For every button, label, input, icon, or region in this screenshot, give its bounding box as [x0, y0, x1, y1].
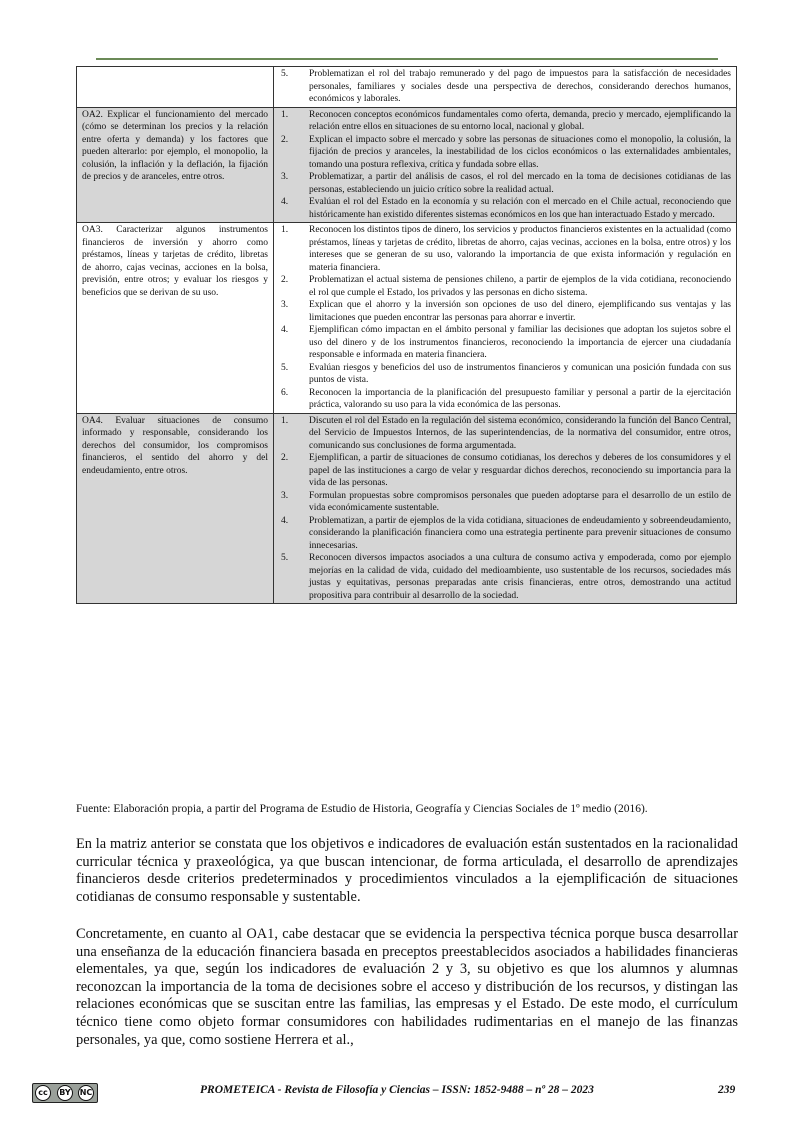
indicators-cell — [274, 223, 737, 414]
indicator-item — [279, 387, 731, 412]
by-attribution-icon: BY — [57, 1085, 73, 1101]
indicator-number: 1. — [281, 225, 289, 235]
indicator-item — [279, 134, 731, 172]
cc-icon: cc — [35, 1085, 51, 1101]
indicator-item — [279, 552, 731, 602]
indicator-number: 3. — [281, 300, 289, 310]
indicator-list — [279, 415, 731, 603]
indicator-number: 3. — [281, 172, 289, 182]
page-number: 239 — [718, 1084, 736, 1096]
indicator-item — [279, 452, 731, 490]
indicator-text: Ejemplifican, a partir de situaciones de consumo cotidianas, los derechos y deberes de los consumidores y el papel de las instituciones a cargo de velar y resguardar dichos derechos, reconociendo su importancia para la vida de las personas. — [309, 453, 731, 488]
indicator-number: 5. — [281, 362, 289, 373]
indicator-number: 1. — [281, 415, 289, 426]
indicator-number: 5. — [281, 69, 289, 79]
indicators-cell — [274, 67, 737, 108]
indicator-number: 4. — [281, 325, 289, 335]
header-rule — [96, 58, 718, 60]
indicator-text: Reconocen conceptos económicos fundamentales como oferta, demanda, precio y mercado, ejemplificando la relación entre ellos en situaciones de su entorno local, nacional y global. — [309, 109, 731, 132]
indicator-item — [279, 324, 731, 362]
indicator-item — [279, 515, 731, 553]
indicator-number: 4. — [281, 515, 289, 526]
objectives-table — [76, 66, 737, 604]
indicator-list — [279, 68, 731, 106]
indicator-item — [279, 299, 731, 324]
indicator-text: Evalúan riesgos y beneficios del uso de instrumentos financieros y comunican una posición fundada con sus puntos de vista. — [309, 362, 731, 385]
indicator-item — [279, 68, 731, 106]
indicator-item — [279, 196, 731, 221]
objective-cell: OA3. Caracterizar algunos instrumentos financieros de inversión y ahorro como préstamos, líneas y tarjetas de crédito, libretas de ahorro, cajas vecinas, acciones en la bolsa, previsión, entre otros; y evaluar los riesgos y beneficios que se derivan de su uso. — [77, 223, 274, 414]
indicator-item — [279, 109, 731, 134]
page-footer — [0, 1080, 793, 1106]
table-row — [77, 413, 737, 604]
indicator-number: 5. — [281, 553, 289, 563]
indicator-item — [279, 415, 731, 453]
indicator-text: Problematizan, a partir de ejemplos de la vida cotidiana, situaciones de endeudamiento y sobreendeudamiento, considerando la planificación financiera como una estrategia pertinente para prevenir situaciones de consumo innecesarias. — [309, 515, 731, 551]
noncommercial-icon: NC — [78, 1085, 94, 1101]
indicators-cell — [274, 107, 737, 223]
indicator-text: Problematizan el actual sistema de pensiones chileno, a partir de ejemplos de la vida cotidiana, reconociendo el rol que cumple el Estado, los privados y las personas en dicho sistema. — [309, 275, 731, 298]
indicator-text: Evalúan el rol del Estado en la economía y su relación con el mercado en el Chile actual, reconociendo que históricamente han existido diferentes sistemas económicos en los que han interactuado Estado y mercado. — [309, 197, 731, 220]
indicator-item — [279, 490, 731, 515]
indicator-text: Explican que el ahorro y la inversión son opciones de uso del dinero, ejemplificando sus ventajas y las limitaciones que pueden encontrar las personas para ahorrar e invertir. — [309, 300, 731, 323]
indicator-number: 3. — [281, 490, 289, 501]
indicator-text: Reconocen los distintos tipos de dinero, los servicios y productos financieros existentes en la actualidad (como préstamos, líneas y tarjetas de crédito, libretas de ahorro, cajas vecinas, acciones en la bolsa, entre otros) y los intereses que se generan de su uso, valorando la importancia de que exista información y regulación en materia financiera. — [309, 225, 731, 273]
indicator-text: Explican el impacto sobre el mercado y sobre las personas de situaciones como el monopolio, la colusión, la fijación de precios y aranceles, la inestabilidad de los ciclos económicos o las externalidades ambientales, tomando una postura reflexiva, crítica y fundada sobre ellas. — [309, 134, 731, 170]
indicator-list — [279, 224, 731, 412]
table-row — [77, 67, 737, 108]
objective-cell: OA2. Explicar el funcionamiento del mercado (cómo se determinan los precios y la relación entre oferta y demanda) y los factores que pueden alterarlo: por ejemplo, el monopolio, la colusión, la inflación y la deflación, la fijación de precios y de aranceles, entre otros. — [77, 107, 274, 223]
indicators-cell — [274, 413, 737, 604]
indicator-number: 4. — [281, 197, 289, 207]
indicator-item — [279, 171, 731, 196]
indicator-text: Formulan propuestas sobre compromisos personales que pueden adoptarse para el desarrollo de un estilo de vida económicamente sustentable. — [309, 490, 731, 513]
objective-cell: OA4. Evaluar situaciones de consumo informado y responsable, considerando los derechos del consumidor, los compromisos financieros, el sentido del ahorro y del endeudamiento, entre otros. — [77, 413, 274, 604]
objectives-table-body — [77, 67, 737, 604]
indicator-list — [279, 109, 731, 222]
table-row — [77, 223, 737, 414]
indicator-text: Reconocen la importancia de la planificación del presupuesto familiar y personal a partir de la ejercitación práctica, valorando su uso para la vida económica de las personas. — [309, 387, 731, 410]
indicator-item — [279, 362, 731, 387]
indicator-text: Problematizar, a partir del análisis de casos, el rol del mercado en la toma de decisiones cotidianas de las personas, estableciendo un juicio crítico sobre la realidad actual. — [309, 172, 731, 195]
indicator-number: 6. — [281, 387, 289, 398]
table-row — [77, 107, 737, 223]
indicator-text: Ejemplifican cómo impactan en el ámbito personal y familiar las decisiones que adoptan los sujetos sobre el uso del dinero y de los instrumentos financieros, reconociendo la importancia de ejercer una ciudadanía responsable e informada en materia financiera. — [309, 325, 731, 360]
journal-footer-title: PROMETEICA - Revista de Filosofía y Ciencias – ISSN: 1852-9488 – nº 28 – 2023 — [200, 1084, 594, 1096]
body-paragraph-2: Concretamente, en cuanto al OA1, cabe destacar que se evidencia la perspectiva técnica porque busca desarrollar una enseñanza de la educación financiera basada en preceptos preestablecidos asociados a habilidades financieras elementales, ya que, según los indicadores de evaluación 2 y 3, su objetivo es que los alumnos y alumnas reconozcan la importancia de la toma de decisiones sobre el acceso y distribución de los recursos, y distingan las relaciones económicas que se suscitan entre las familias, las empresas y el Estado. De este modo, el currículum técnico tiene como objeto formar consumidores con habilidades rudimentarias en el manejo de las finanzas personales, ya que, como sostiene Herrera et al., — [76, 926, 738, 1048]
indicator-text: Discuten el rol del Estado en la regulación del sistema económico, considerando la función del Banco Central, del Servicio de Impuestos Internos, de las superintendencias, de la normativa del consumidor, entre otros, comunicando sus conclusiones de forma argumentada. — [309, 415, 731, 451]
indicator-number: 2. — [281, 275, 289, 285]
indicator-text: Reconocen diversos impactos asociados a una cultura de consumo activa y empoderada, como por ejemplo mejorías en la calidad de vida, cuidado del medioambiente, uso sustentable de los recursos, sociedades más justas y equitativas, personas preparadas ante crisis financieras, entre otros, demostrando una actitud propositiva para contribuir al desarrollo de la sociedad. — [309, 553, 731, 601]
indicator-number: 1. — [281, 109, 289, 120]
table-source-note: Fuente: Elaboración propia, a partir del Programa de Estudio de Historia, Geografía y Ciencias Sociales de 1º medio (2016). — [76, 803, 648, 815]
indicator-item — [279, 274, 731, 299]
indicator-number: 2. — [281, 453, 289, 463]
objective-cell — [77, 67, 274, 108]
indicator-item — [279, 224, 731, 274]
indicator-number: 2. — [281, 134, 289, 145]
body-paragraph-1: En la matriz anterior se constata que los objetivos e indicadores de evaluación están sustentados en la racionalidad curricular técnica y praxeológica, ya que buscan intencionar, de forma articulada, el desarrollo de aprendizajes financieros desde criterios predeterminados y procedimientos vinculados a la ejemplificación de situaciones cotidianas de consumo responsable y sustentable. — [76, 836, 738, 905]
indicator-text: Problematizan el rol del trabajo remunerado y del pago de impuestos para la satisfacción de necesidades personales, familiares y sociales desde una perspectiva de derechos, considerando derechos humanos, económicos y laborales. — [309, 69, 731, 104]
cc-license-badge[interactable] — [32, 1083, 98, 1103]
